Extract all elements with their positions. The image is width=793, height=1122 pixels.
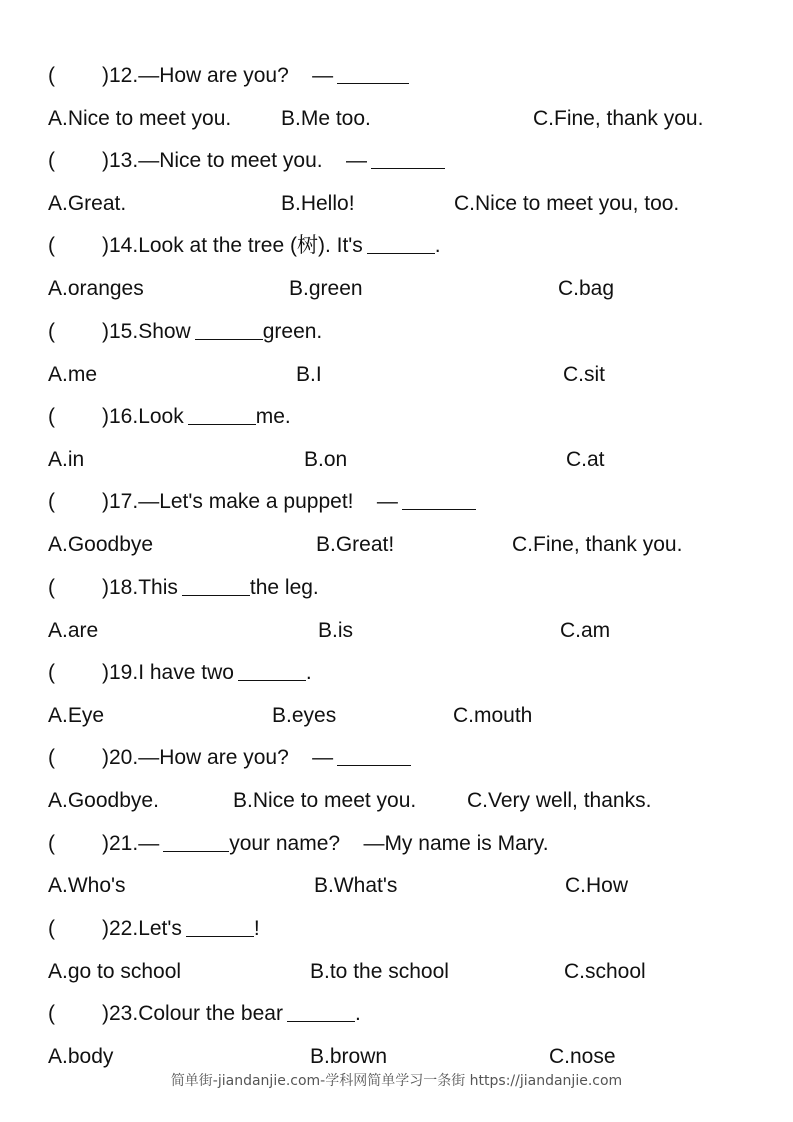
spacer: [354, 490, 377, 513]
answer-paren[interactable]: (: [48, 320, 55, 343]
answer-blank[interactable]: [337, 63, 409, 84]
options-row: [0, 702, 793, 730]
answer-blank[interactable]: [163, 831, 229, 852]
options-row: [0, 446, 793, 474]
answer-paren[interactable]: (: [48, 149, 55, 172]
question-text: —: [312, 64, 334, 87]
spacer: [323, 149, 346, 172]
option-c[interactable]: C.at: [566, 448, 605, 471]
question-text: —: [138, 832, 160, 855]
question-text: —Nice to meet you.: [138, 149, 323, 172]
answer-paren[interactable]: (: [48, 832, 55, 855]
option-b[interactable]: B.to the school: [310, 960, 449, 983]
answer-blank[interactable]: [371, 148, 445, 169]
question-text: !: [253, 917, 260, 940]
options-row: [0, 872, 793, 900]
question-number: )23.: [102, 1002, 139, 1025]
option-c[interactable]: C.am: [560, 619, 611, 642]
option-b[interactable]: B.on: [304, 448, 348, 471]
answer-blank[interactable]: [367, 233, 435, 254]
question-23: [48, 1000, 361, 1028]
option-a[interactable]: A.in: [48, 448, 85, 471]
question-text: Look: [138, 405, 184, 428]
question-text: .: [354, 1002, 361, 1025]
answer-blank[interactable]: [182, 575, 250, 596]
answer-paren[interactable]: (: [48, 917, 55, 940]
option-b[interactable]: B.Hello!: [281, 192, 355, 215]
option-c[interactable]: C.nose: [549, 1045, 616, 1068]
answer-blank[interactable]: [287, 1001, 355, 1022]
question-14: [48, 232, 441, 260]
options-row: [0, 361, 793, 389]
option-c[interactable]: C.Fine, thank you.: [533, 107, 704, 130]
option-b[interactable]: B.I: [296, 363, 322, 386]
question-text: —How are you?: [138, 746, 289, 769]
question-number: )12.: [102, 64, 139, 87]
option-a[interactable]: A.Goodbye: [48, 533, 154, 556]
question-12: [48, 62, 409, 90]
spacer: [289, 64, 312, 87]
options-row: [0, 1043, 793, 1071]
answer-blank[interactable]: [188, 404, 256, 425]
options-row: [0, 190, 793, 218]
question-text: I have two: [138, 661, 234, 684]
answer-paren[interactable]: (: [48, 746, 55, 769]
option-a[interactable]: A.Nice to meet you.: [48, 107, 232, 130]
option-c[interactable]: C.Nice to meet you, too.: [454, 192, 680, 215]
option-c[interactable]: C.Very well, thanks.: [467, 789, 652, 812]
question-number: )14.: [102, 234, 139, 257]
option-b[interactable]: B.brown: [310, 1045, 388, 1068]
spacer: [340, 832, 363, 855]
options-row: [0, 617, 793, 645]
option-c[interactable]: C.school: [564, 960, 646, 983]
question-16: [48, 403, 291, 431]
question-text: .: [305, 661, 312, 684]
question-text: green.: [262, 320, 323, 343]
option-c[interactable]: C.Fine, thank you.: [512, 533, 683, 556]
option-a[interactable]: A.Goodbye.: [48, 789, 159, 812]
question-text: —How are you?: [138, 64, 289, 87]
option-b[interactable]: B.Nice to meet you.: [233, 789, 417, 812]
option-b[interactable]: B.What's: [314, 874, 398, 897]
question-text: This: [138, 576, 178, 599]
question-text: Let's: [138, 917, 182, 940]
option-a[interactable]: A.Eye: [48, 704, 105, 727]
option-a[interactable]: A.oranges: [48, 277, 144, 300]
option-a[interactable]: A.body: [48, 1045, 114, 1068]
spacer: [289, 746, 312, 769]
answer-paren[interactable]: (: [48, 490, 55, 513]
question-19: [48, 659, 312, 687]
option-a[interactable]: A.Great.: [48, 192, 127, 215]
question-text: the leg.: [249, 576, 319, 599]
answer-blank[interactable]: [195, 319, 263, 340]
option-b[interactable]: B.Me too.: [281, 107, 371, 130]
option-c[interactable]: C.sit: [563, 363, 605, 386]
question-number: )22.: [102, 917, 139, 940]
option-a[interactable]: A.go to school: [48, 960, 182, 983]
question-18: [48, 574, 319, 602]
option-b[interactable]: B.Great!: [316, 533, 395, 556]
answer-blank[interactable]: [238, 660, 306, 681]
options-row: [0, 787, 793, 815]
answer-blank[interactable]: [337, 745, 411, 766]
option-c[interactable]: C.bag: [558, 277, 615, 300]
question-text: me.: [255, 405, 291, 428]
question-text: —Let's make a puppet!: [138, 490, 354, 513]
question-text: Look at the tree (树). It's: [138, 234, 363, 257]
answer-blank[interactable]: [186, 916, 254, 937]
question-number: )16.: [102, 405, 139, 428]
answer-paren[interactable]: (: [48, 405, 55, 428]
question-number: )19.: [102, 661, 139, 684]
question-number: )18.: [102, 576, 139, 599]
question-number: )15.: [102, 320, 139, 343]
answer-blank[interactable]: [402, 489, 476, 510]
question-number: )13.: [102, 149, 139, 172]
option-a[interactable]: A.Who's: [48, 874, 126, 897]
question-21: [48, 830, 549, 858]
options-row: [0, 275, 793, 303]
option-a[interactable]: A.me: [48, 363, 98, 386]
answer-paren[interactable]: (: [48, 576, 55, 599]
answer-paren[interactable]: (: [48, 234, 55, 257]
question-text: Show: [138, 320, 191, 343]
options-row: [0, 958, 793, 986]
question-17: [48, 488, 476, 516]
question-22: [48, 915, 260, 943]
answer-paren[interactable]: (: [48, 661, 55, 684]
answer-paren[interactable]: (: [48, 64, 55, 87]
option-c[interactable]: C.mouth: [453, 704, 533, 727]
question-number: )20.: [102, 746, 139, 769]
question-13: [48, 147, 445, 175]
question-text: —: [345, 149, 367, 172]
option-b[interactable]: B.green: [289, 277, 363, 300]
question-text: Colour the bear: [138, 1002, 283, 1025]
option-b[interactable]: B.is: [318, 619, 354, 642]
footer-watermark: 简单街-jiandanjie.com-学科网简单学习一条街 https://jiandanjie.com: [170, 1073, 623, 1089]
question-text: —My name is Mary.: [363, 832, 549, 855]
question-20: [48, 744, 411, 772]
option-c[interactable]: C.How: [565, 874, 629, 897]
options-row: [0, 531, 793, 559]
question-number: )17.: [102, 490, 139, 513]
option-a[interactable]: A.are: [48, 619, 99, 642]
question-15: [48, 318, 322, 346]
answer-paren[interactable]: (: [48, 1002, 55, 1025]
option-b[interactable]: B.eyes: [272, 704, 337, 727]
question-text: —: [376, 490, 398, 513]
question-text: —: [312, 746, 334, 769]
question-number: )21.: [102, 832, 139, 855]
question-text: your name?: [229, 832, 341, 855]
question-text: .: [434, 234, 441, 257]
options-row: [0, 105, 793, 133]
